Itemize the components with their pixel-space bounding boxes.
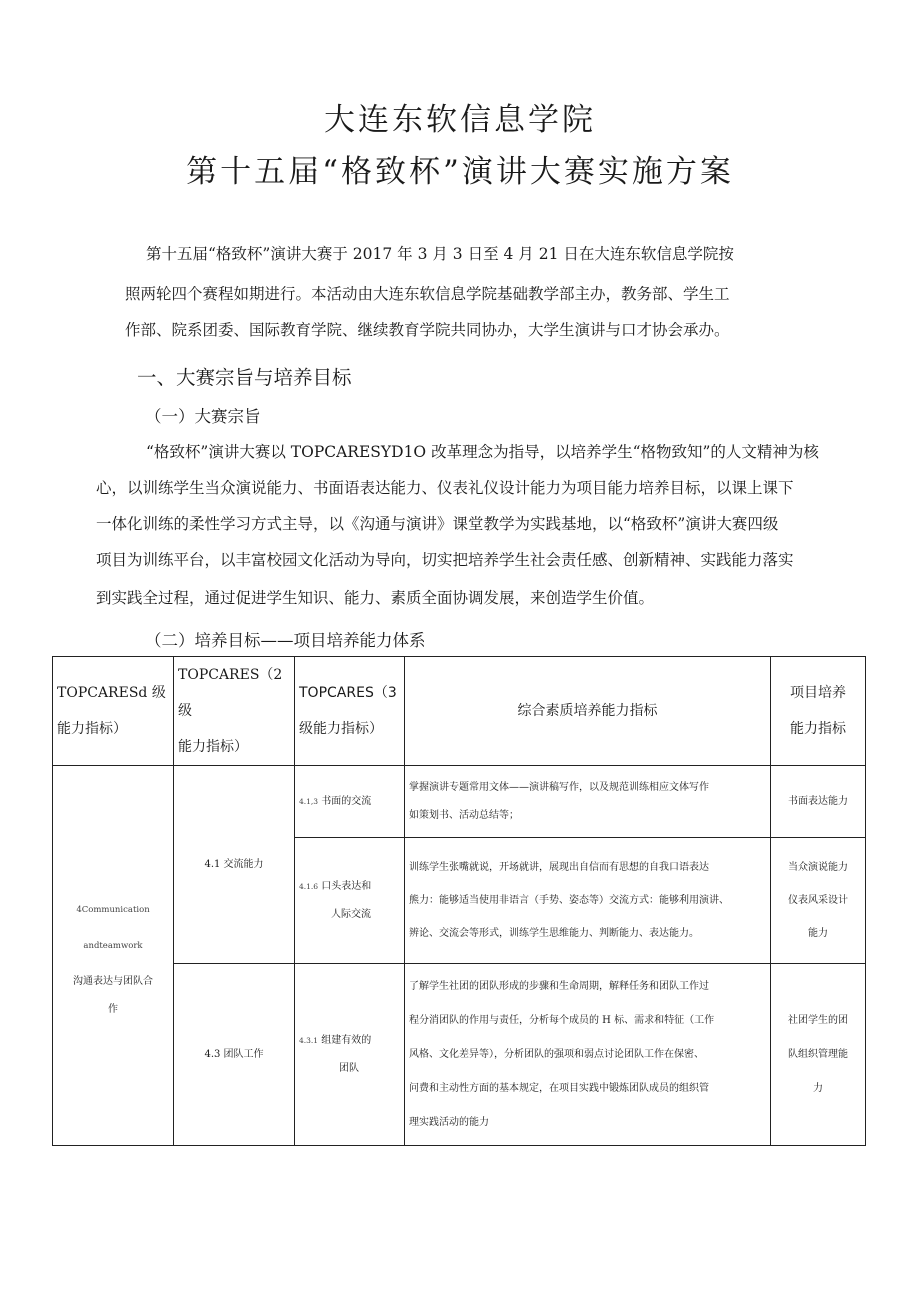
- section-heading: 一、大赛宗旨与培养目标: [137, 366, 352, 389]
- purpose-line-5: 到实践全过程，通过促进学生知识、能力、素质全面协调发展，来创造学生价值。: [96, 589, 655, 607]
- subsection-heading-purpose: （一）大赛宗旨: [145, 407, 261, 426]
- desc-oral-3: 辨论、交流会等形式，训练学生思维能力、判断能力、表达能力。: [409, 928, 699, 939]
- intro-line-3: 作部、院系团委、国际教育学院、继续教育学院共同协办，大学生演讲与口才协会承办。: [125, 321, 730, 339]
- purpose-line-1: “格致杯”演讲大赛以 TOPCARESYD1O 改革理念为指导，以培养学生“格物致知”的人文精神为核: [146, 443, 819, 461]
- level3-team-code: 4.3.1: [299, 1035, 319, 1045]
- ability-team-1: 社团学生的团: [788, 1014, 848, 1026]
- level3-oral-label-1: 口头表达和: [321, 880, 372, 892]
- desc-team-1: 了解学生社团的团队形成的步骤和生命周期，解释任务和团队工作过: [409, 980, 709, 992]
- ability-oral-2: 仪表风采设计: [788, 895, 848, 906]
- desc-team-2: 程分消团队的作用与责任，分析每个成员的 H 标、需求和特征（工作: [409, 1014, 715, 1026]
- subsection-heading-goals: （二）培养目标——项目培养能力体系: [145, 631, 426, 650]
- document-title-plan: 第十五届“格致杯”演讲大赛实施方案: [186, 154, 734, 190]
- level3-team: [295, 964, 405, 1146]
- desc-written-2: 如策划书、活动总结等；: [409, 809, 519, 821]
- intro-line-2: 照两轮四个赛程如期进行。本活动由大连东软信息学院基础教学部主办，教务部、学生工: [125, 285, 730, 303]
- level3-oral-label-2: 人际交流: [331, 908, 371, 920]
- ability-written: 书面表达能力: [771, 766, 866, 838]
- purpose-line-2: 心，以训练学生当众演说能力、书面语表达能力、仪表礼仪设计能力为项目能力培养目标，以课上课下: [96, 479, 794, 497]
- header-level1: [53, 657, 174, 766]
- level3-written-code: 4.1,3: [299, 796, 319, 806]
- document-title-school: 大连东软信息学院: [324, 102, 596, 138]
- level1-en-2: andteamwork: [83, 940, 143, 951]
- level3-oral: [295, 838, 405, 964]
- purpose-line-3: 一体化训练的柔性学习方式主导，以《沟通与演讲》课堂教学为实践基地，以“格致杯”演讲大赛四级: [96, 515, 779, 533]
- header-level2: [174, 657, 295, 766]
- header-level2-line2: 能力指标）: [178, 739, 248, 755]
- header-quality: 综合素质培养能力指标: [405, 657, 771, 766]
- desc-team-4: 问费和主动性方面的基本规定，在项目实践中锻炼团队成员的组织管: [409, 1082, 709, 1094]
- header-level2-line1: TOPCARES（2 级: [178, 667, 283, 719]
- desc-team-3: 风格、文化差异等），分析团队的强项和弱点讨论团队工作在保密、: [409, 1048, 704, 1060]
- level2-communication: 4.1 交流能力: [174, 766, 295, 964]
- ability-team-2: 队组织管理能: [788, 1048, 848, 1060]
- level3-team-label-2: 团队: [339, 1062, 359, 1074]
- header-level3-line2: 级能力指标）: [299, 721, 383, 737]
- header-level3-line1: TOPCARES（3: [299, 685, 397, 701]
- level3-team-label-1: 组建有效的: [321, 1034, 372, 1046]
- header-project: [771, 657, 866, 766]
- level2-teamwork: 4.3 团队工作: [174, 964, 295, 1146]
- table-row: [53, 766, 866, 838]
- header-level1-line1: TOPCARESd 级: [57, 685, 166, 701]
- header-level3: [295, 657, 405, 766]
- header-level1-line2: 能力指标）: [57, 721, 127, 737]
- ability-oral: [771, 838, 866, 964]
- level1-zh-1: 沟通表达与团队合: [73, 975, 153, 987]
- desc-oral-1: 训练学生张嘴就说，开场就讲，展现出自信而有思想的自我口语表达: [409, 862, 709, 873]
- desc-written: [405, 766, 771, 838]
- desc-team-5: 理实践活动的能力: [409, 1116, 489, 1128]
- level1-en-1: 4Communication: [76, 904, 150, 915]
- intro-line-1: 第十五届“格致杯”演讲大赛于 2017 年 3 月 3 日至 4 月 21 日在大连东软信息学院按: [146, 245, 734, 263]
- desc-oral: [405, 838, 771, 964]
- table-row: [53, 964, 866, 1146]
- level3-oral-code: 4.1.6: [299, 881, 319, 891]
- level3-written: [295, 766, 405, 838]
- purpose-line-4: 项目为训练平台，以丰富校园文化活动为导向，切实把培养学生社会责任感、创新精神、实践能力落实: [96, 551, 794, 569]
- ability-team: [771, 964, 866, 1146]
- header-project-line1: 项目培养: [790, 685, 846, 701]
- level3-written-label: 书面的交流: [321, 795, 372, 807]
- header-project-line2: 能力指标: [790, 721, 846, 737]
- ability-oral-3: 能力: [808, 928, 828, 939]
- desc-oral-2: 熊力：能够适当使用非语言（手势、姿态等）交流方式：能够利用演讲、: [409, 895, 729, 906]
- ability-team-3: 力: [813, 1082, 823, 1094]
- level1-cell: [53, 766, 174, 1146]
- ability-oral-1: 当众演说能力: [788, 862, 848, 873]
- ability-system-table: [52, 656, 866, 1146]
- desc-team: [405, 964, 771, 1146]
- table-header-row: [53, 657, 866, 766]
- level1-zh-2: 作: [108, 1003, 118, 1015]
- desc-written-1: 掌握演讲专题常用文体——演讲稿写作，以及规范训练相应文体写作: [409, 781, 709, 793]
